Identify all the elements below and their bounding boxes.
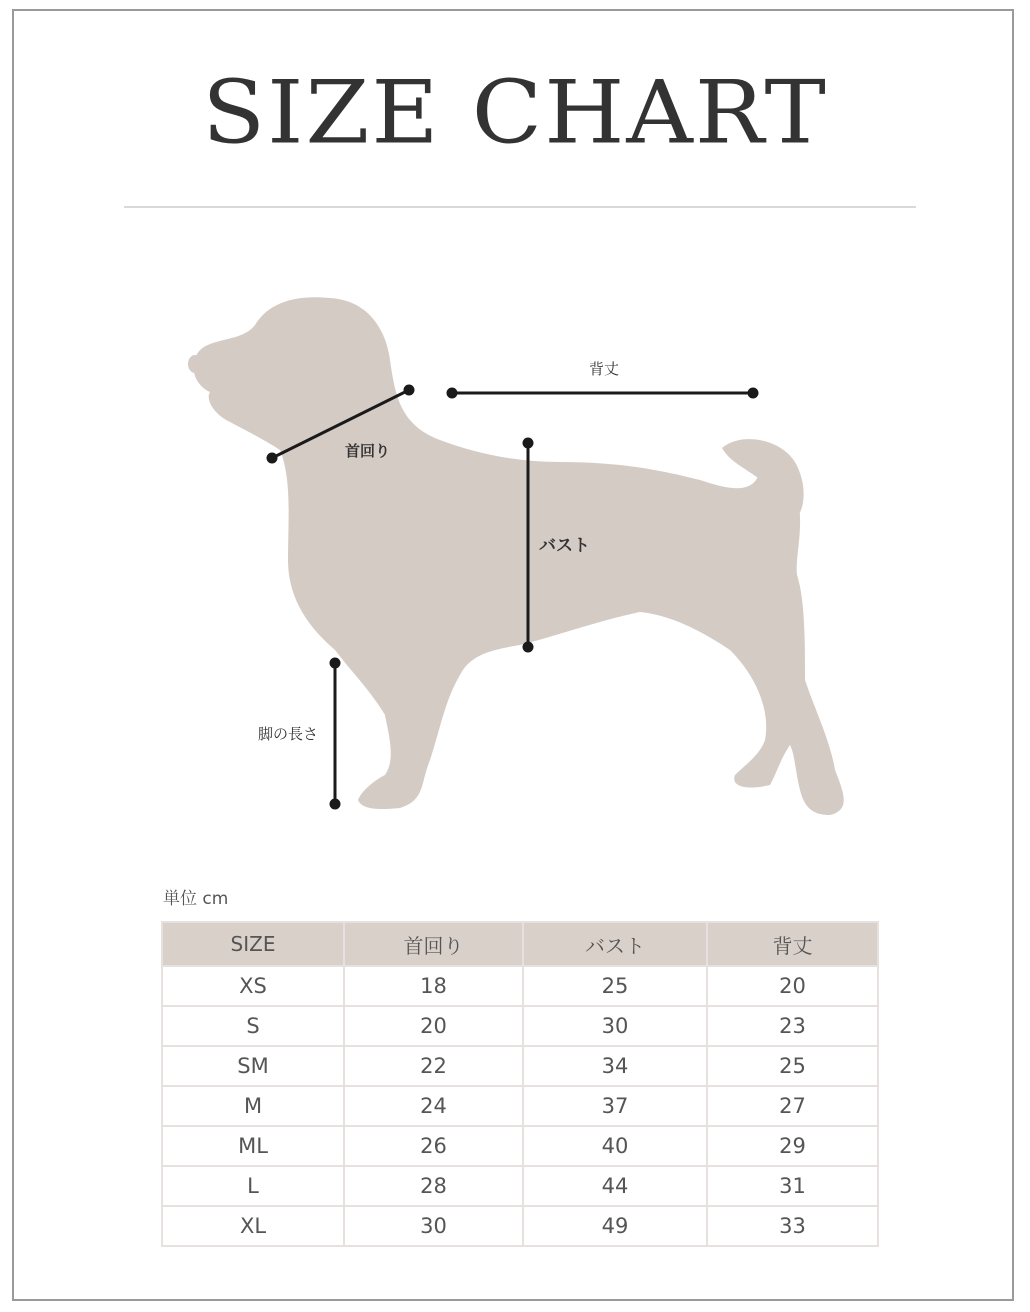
bust-cell: 34 [523,1046,707,1086]
back-length-start-dot [448,389,456,397]
bust-cell: 44 [523,1166,707,1206]
neck-start-dot [268,454,276,462]
size-cell: ML [162,1126,344,1166]
leg-length-start-dot [331,659,339,667]
back-length-cell: 33 [707,1206,878,1246]
neck-cell: 22 [344,1046,523,1086]
unit-label: 単位 cm [163,889,229,909]
back-length-cell: 29 [707,1126,878,1166]
table-row [162,1206,878,1246]
bust-cell: 37 [523,1086,707,1126]
bust-end-dot [524,643,532,651]
neck-cell: 18 [344,966,523,1006]
size-table [161,921,879,1247]
header-size: SIZE [162,922,344,966]
neck-label: 首回り [345,442,391,460]
neck-cell: 20 [344,1006,523,1046]
table-row [162,1086,878,1126]
back-length-cell: 20 [707,966,878,1006]
size-cell: XL [162,1206,344,1246]
back-length-label: 背丈 [589,360,620,378]
table-row [162,1166,878,1206]
size-cell: S [162,1006,344,1046]
neck-cell: 30 [344,1206,523,1246]
back-length-cell: 25 [707,1046,878,1086]
back-length-cell: 23 [707,1006,878,1046]
bust-cell: 49 [523,1206,707,1246]
table-row [162,1126,878,1166]
neck-cell: 24 [344,1086,523,1126]
bust-label: バスト [539,536,590,556]
back-length-cell: 31 [707,1166,878,1206]
bust-start-dot [524,439,532,447]
table-header-row [162,922,878,966]
back-length-end-dot [749,389,757,397]
neck-cell: 26 [344,1126,523,1166]
leg-length-label: 脚の長さ [258,725,319,743]
size-cell: XS [162,966,344,1006]
leg-length-end-dot [331,800,339,808]
bust-cell: 30 [523,1006,707,1046]
header-bust: バスト [523,922,707,966]
header-back-length: 背丈 [707,922,878,966]
table-row [162,1046,878,1086]
neck-end-dot [405,386,413,394]
neck-cell: 28 [344,1166,523,1206]
size-cell: M [162,1086,344,1126]
header-neck: 首回り [344,922,523,966]
table-row [162,966,878,1006]
bust-cell: 40 [523,1126,707,1166]
bust-cell: 25 [523,966,707,1006]
page-title: SIZE CHART [202,61,828,164]
size-cell: SM [162,1046,344,1086]
back-length-cell: 27 [707,1086,878,1126]
table-row [162,1006,878,1046]
size-cell: L [162,1166,344,1206]
